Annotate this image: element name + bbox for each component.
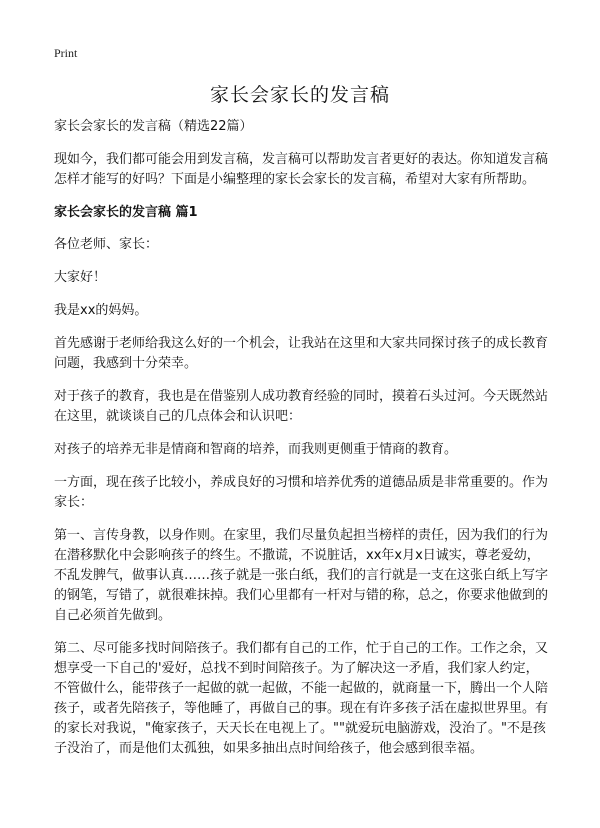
paragraph: 一方面，现在孩子比较小，养成良好的习惯和培养优秀的道德品质是非常重要的。作为家长： — [54, 475, 549, 510]
intro-paragraph: 现如今，我们都可能会用到发言稿，发言稿可以帮助发言者更好的表达。你知道发言稿怎样才能写的好吗？下面是小编整理的家长会家长的发言稿，希望对大家有所帮助。 — [54, 152, 549, 187]
print-link[interactable]: Print — [54, 46, 78, 60]
paragraph: 大家好！ — [54, 270, 107, 285]
paragraph: 我是xx的妈妈。 — [54, 303, 148, 318]
paragraph: 第二、尽可能多找时间陪孩子。我们都有自己的工作，忙于自己的工作。工作之余，又想享受一下自己的'爱好，总找不到时间陪孩子。为了解决这一矛盾，我们家人约定，不管做什么，能带孩子一起做的就一起做，不能一起做的，就商量一下，腾出一个人陪孩子，或者先陪孩子，等他睡了，再做自己的事。现在有许多孩子活在虚拟世界里。有的家长对我说，"俺家孩子，天天长在电视上了。""就爱玩电脑游戏，没治了。"不是孩子没治了，而是他们太孤独，如果多抽出点时间给孩子，他会感到很幸福。 — [54, 641, 549, 756]
paragraph: 对于孩子的教育，我也是在借鉴别人成功教育经验的同时，摸着石头过河。今天既然站在这里，就谈谈自己的几点体会和认识吧： — [54, 389, 549, 424]
paragraph: 对孩子的培养无非是情商和智商的培养，而我则更侧重于情商的教育。 — [54, 442, 458, 457]
page-title: 家长会家长的发言稿 — [209, 84, 390, 106]
section-heading: 家长会家长的发言稿 篇1 — [54, 205, 198, 220]
document-body — [54, 117, 550, 772]
paragraph: 第一、言传身教，以身作则。在家里，我们尽量负起担当榜样的责任，因为我们的行为在潜移默化中会影响孩子的终生。不撒谎，不说脏话，xx年x月x日诚实，尊老爱幼，不乱发脾气，做事认真……孩子就是一张白纸，我们的言行就是一支在这张白纸上写字的钢笔，写错了，就很难抹掉。我们心里都有一杆对与错的称，总之，你要求他做到的自己必须首先做到。 — [54, 528, 549, 623]
document-subtitle: 家长会家长的发言稿（精选22篇） — [54, 119, 253, 134]
paragraph: 首先感谢于老师给我这么好的一个机会，让我站在这里和大家共同探讨孩子的成长教育问题，我感到十分荣幸。 — [54, 336, 549, 371]
paragraph: 各位老师、家长： — [54, 237, 159, 252]
